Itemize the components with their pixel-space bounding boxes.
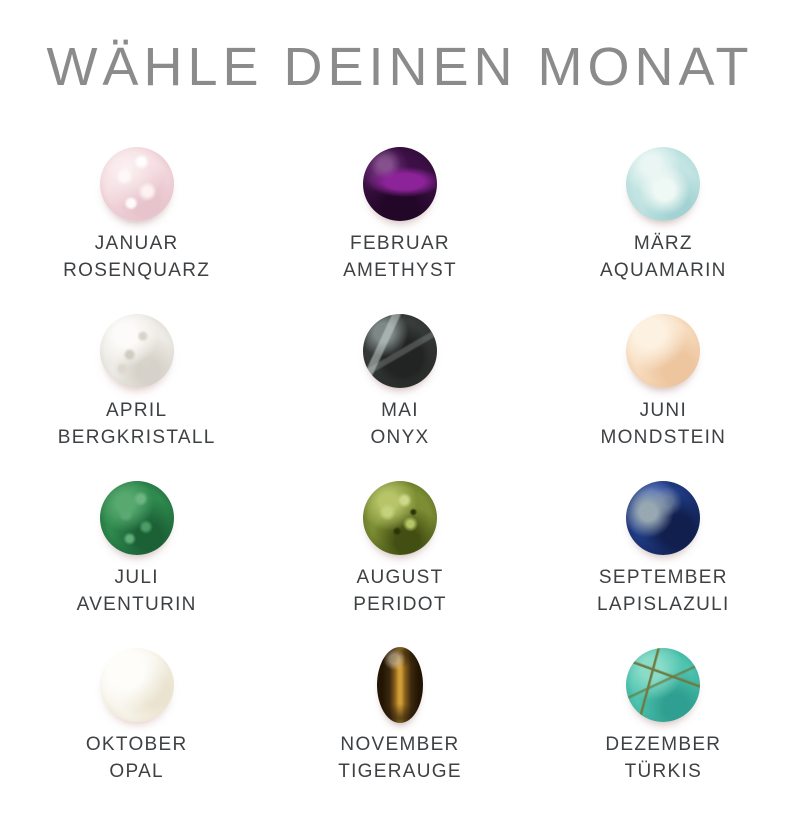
- stone-option-august[interactable]: [268, 476, 531, 643]
- stone-label: TÜRKIS: [624, 761, 703, 782]
- month-label: MÄRZ: [633, 233, 693, 254]
- gem-aquamarin-icon[interactable]: [626, 147, 700, 221]
- stone-option-januar[interactable]: [5, 142, 268, 309]
- stone-label: MONDSTEIN: [600, 427, 727, 448]
- month-label: JULI: [114, 567, 159, 588]
- gem-tigerauge-icon[interactable]: [377, 647, 423, 723]
- month-label: OKTOBER: [85, 734, 188, 755]
- stone-option-maerz[interactable]: [532, 142, 795, 309]
- stone-option-september[interactable]: [532, 476, 795, 643]
- stone-label: BERGKRISTALL: [57, 427, 216, 448]
- stone-label: AVENTURIN: [76, 594, 197, 615]
- month-label: JUNI: [639, 400, 688, 421]
- stone-label: TIGERAUGE: [338, 761, 462, 782]
- stone-option-november[interactable]: [268, 643, 531, 810]
- gem-peridot-icon[interactable]: [363, 481, 437, 555]
- month-label: DEZEMBER: [605, 734, 722, 755]
- gem-box: [626, 142, 700, 226]
- gem-box: [626, 309, 700, 393]
- gem-rosenquarz-icon[interactable]: [100, 147, 174, 221]
- gem-box: [100, 643, 174, 727]
- gem-box: [100, 142, 174, 226]
- stone-option-juli[interactable]: [5, 476, 268, 643]
- gem-aventurin-icon[interactable]: [100, 481, 174, 555]
- month-label: SEPTEMBER: [598, 567, 728, 588]
- gem-mondstein-icon[interactable]: [626, 314, 700, 388]
- stone-label: ONYX: [370, 427, 430, 448]
- month-label: AUGUST: [356, 567, 444, 588]
- stone-grid: [5, 142, 795, 810]
- gem-box: [363, 476, 437, 560]
- gem-box: [626, 643, 700, 727]
- page-title: WÄHLE DEINEN MONAT: [46, 37, 754, 97]
- stone-label: ROSENQUARZ: [63, 260, 211, 281]
- month-label: JANUAR: [94, 233, 179, 254]
- stone-option-dezember[interactable]: [532, 643, 795, 810]
- stone-option-februar[interactable]: [268, 142, 531, 309]
- gem-lapislazuli-icon[interactable]: [626, 481, 700, 555]
- gem-box: [377, 643, 423, 727]
- gem-box: [100, 476, 174, 560]
- stone-option-oktober[interactable]: [5, 643, 268, 810]
- stone-label: OPAL: [109, 761, 164, 782]
- gem-onyx-icon[interactable]: [363, 314, 437, 388]
- gem-amethyst-icon[interactable]: [363, 147, 437, 221]
- birthstone-selector-page: [0, 36, 800, 836]
- stone-label: AMETHYST: [343, 260, 457, 281]
- month-label: FEBRUAR: [350, 233, 450, 254]
- gem-box: [100, 309, 174, 393]
- stone-label: AQUAMARIN: [599, 260, 727, 281]
- month-label: NOVEMBER: [340, 734, 460, 755]
- stone-option-april[interactable]: [5, 309, 268, 476]
- stone-label: LAPISLAZULI: [597, 594, 730, 615]
- gem-tuerkis-icon[interactable]: [626, 648, 700, 722]
- gem-box: [363, 142, 437, 226]
- gem-opal-icon[interactable]: [100, 648, 174, 722]
- gem-box: [626, 476, 700, 560]
- gem-bergkristall-icon[interactable]: [100, 314, 174, 388]
- month-label: APRIL: [105, 400, 168, 421]
- stone-label: PERIDOT: [353, 594, 447, 615]
- gem-box: [363, 309, 437, 393]
- stone-option-juni[interactable]: [532, 309, 795, 476]
- stone-option-mai[interactable]: [268, 309, 531, 476]
- month-label: MAI: [381, 400, 419, 421]
